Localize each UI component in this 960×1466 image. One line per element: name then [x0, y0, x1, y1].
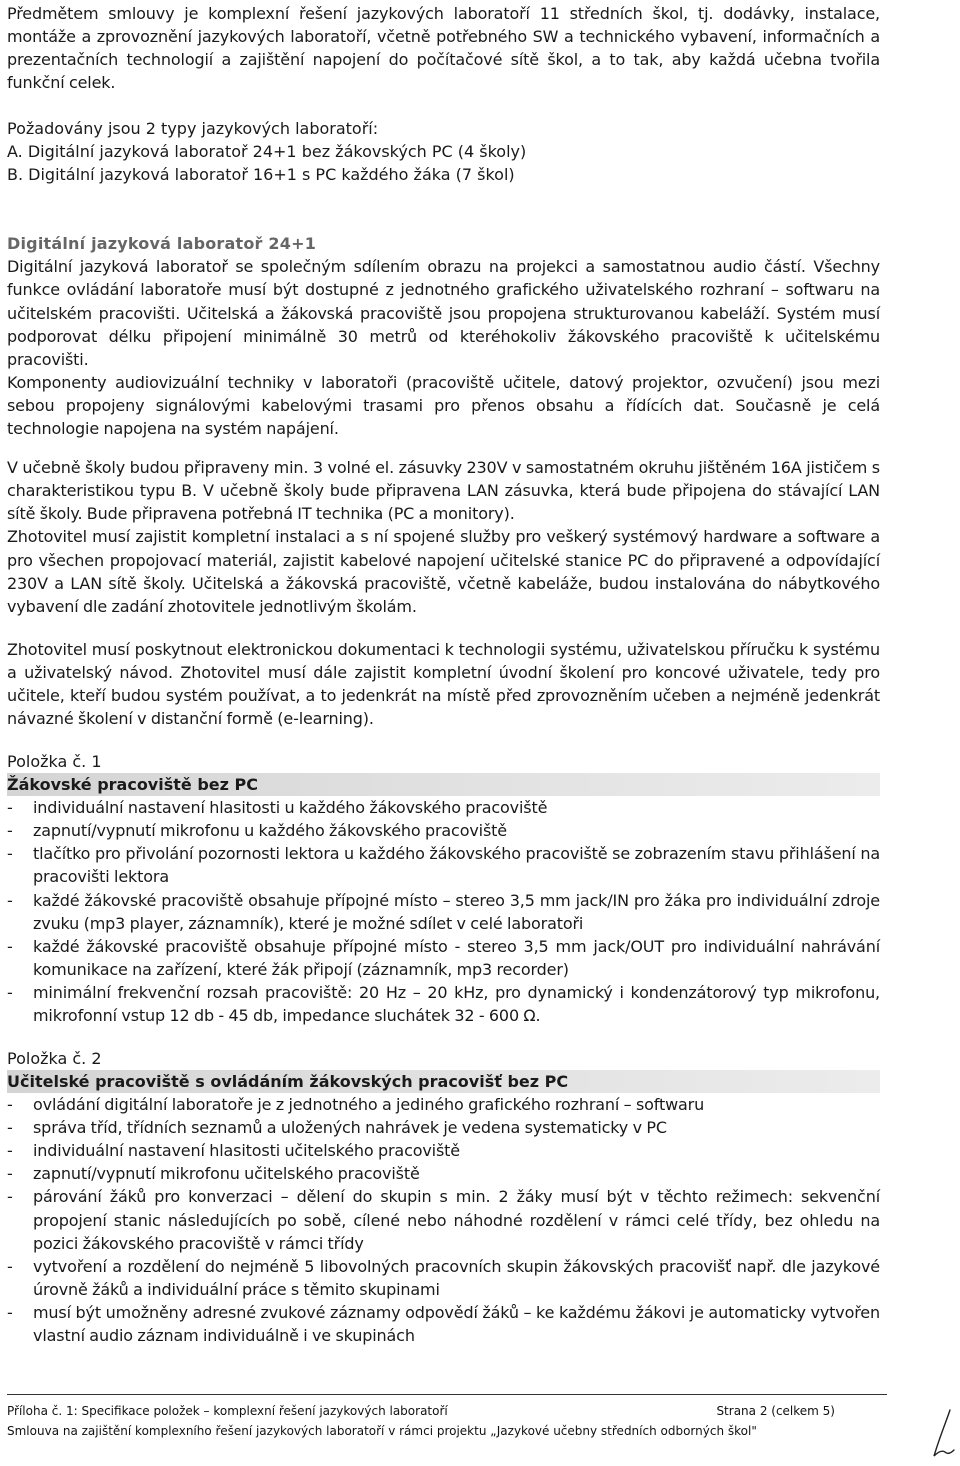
item2-label: Položka č. 2 [7, 1049, 102, 1069]
footer-page-number: Strana 2 (celkem 5) [716, 1404, 835, 1418]
handwritten-initial-signature [928, 1408, 956, 1462]
list-item: - zapnutí/vypnutí mikrofonu u každého žákovského pracoviště [7, 821, 507, 841]
list-item: - individuální nastavení hlasitosti učitelského pracoviště [7, 1141, 460, 1161]
item1-title: Žákovské pracoviště bez PC [7, 773, 880, 796]
lab-section-title: Digitální jazyková laboratoř 24+1 [7, 234, 317, 254]
footer-attachment-title: Příloha č. 1: Specifikace položek – komplexní řešení jazykových laboratoří [7, 1404, 448, 1418]
lab-paragraph-1: Digitální jazyková laboratoř se společným sdílením obrazu na projekci a samostatnou audio částí. Všechny funkce ovládání laboratoře musí být dostupné z jednotného grafického uživatelského rozhraní – softwaru na učitelském pracovišti. Učitelská a žákovská pracoviště jsou propojena strukturovanou kabeláží. Systém musí podporovat délku připojení minimálně 30 metrů od kteréhokoliv žákovského pracoviště k učitelskému pracovišti. [7, 257, 880, 369]
document-page [7, 0, 880, 1347]
lab-type-a: A. Digitální jazyková laboratoř 24+1 bez žákovských PC (4 školy) [7, 142, 527, 162]
list-item: - musí být umožněny adresné zvukové záznamy odpovědí žáků – ke každému žákovi je automaticky vytvořen vlastní audio záznam individuálně i ve skupinách [7, 1302, 880, 1346]
lab-paragraph-4: Zhotovitel musí zajistit kompletní instalaci a s ní spojené služby pro veškerý systémový hardware a software a pro všechen propojovací materiál, zajistit kabelové napojení učitelské stanice PC do připravené a odpovídající 230V a LAN sítě školy. Učitelská a žákovská pracoviště, včetně kabeláže, budou instalována do nábytkového vybavení dle zadání zhotovitele jednotlivým školám. [7, 527, 880, 616]
item1-label: Položka č. 1 [7, 752, 102, 772]
lab-type-b: B. Digitální jazyková laboratoř 16+1 s PC každého žáka (7 škol) [7, 165, 515, 185]
list-item: - každé žákovské pracoviště obsahuje přípojné místo – stereo 3,5 mm jack/IN pro žáka pro individuální zdroje zvuku (mp3 player, záznamník), které je možné sdílet v celé laboratoři [7, 890, 880, 933]
item2-title: Učitelské pracoviště s ovládáním žákovských pracovišť bez PC [7, 1070, 880, 1093]
lab-paragraph-3: V učebně školy budou připraveny min. 3 volné el. zásuvky 230V v samostatném okruhu jištěném 16A jističem s charakteristikou typu B. V učebně školy bude připravena LAN zásuvka, která bude připojena do stávající LAN sítě školy. Bude připravena potřebná IT technika (PC a monitory). [7, 458, 880, 524]
footer-contract-title: Smlouva na zajištění komplexního řešení jazykových laboratoří v rámci projektu „Jazykové učebny středních odborných škol" [7, 1424, 757, 1438]
intro-paragraph: Předmětem smlouvy je komplexní řešení jazykových laboratoří 11 středních škol, tj. dodávky, instalace, montáže a zprovoznění jazykových laboratoří, včetně potřebného SW a technického vybavení, informačních a prezentačních technologií a zajištění napojení do počítačové sítě škol, a to tak, aby každá učebna tvořila funkční celek. [7, 4, 880, 93]
list-item: - minimální frekvenční rozsah pracoviště: 20 Hz – 20 kHz, pro dynamický i kondenzátorový typ mikrofonu, mikrofonní vstup 12 db - 45 db, impedance sluchátek 32 - 600 Ω. [7, 982, 880, 1025]
lab-types-list [7, 117, 880, 186]
list-item: - individuální nastavení hlasitosti u každého žákovského pracoviště [7, 798, 548, 818]
lab-types-heading: Požadovány jsou 2 typy jazykových laboratoří: [7, 119, 379, 139]
list-item: - ovládání digitální laboratoře je z jednotného a jediného grafického rozhraní – softwaru [7, 1095, 705, 1115]
item2-list [7, 1093, 880, 1347]
list-item: - každé žákovské pracoviště obsahuje přípojné místo - stereo 3,5 mm jack/OUT pro individuální nahrávání komunikace na zařízení, které žák připojí (záznamník, mp3 recorder) [7, 936, 880, 979]
list-item: - zapnutí/vypnutí mikrofonu učitelského pracoviště [7, 1164, 420, 1184]
list-item: - tlačítko pro přivolání pozornosti lektora u každého žákovského pracoviště se zobrazením stavu přihlášení na pracovišti lektora [7, 844, 880, 887]
lab-paragraph-5: Zhotovitel musí poskytnout elektronickou dokumentaci k technologii systému, uživatelskou příručku k systému a uživatelský návod. Zhotovitel musí dále zajistit kompletní úvodní školení pro koncové uživatele, tedy pro učitele, kteří budou systém používat, a to jedenkrát na místě před zprovozněním učeben a nejméně jedenkrát návazné školení v distanční formě (e-learning). [7, 639, 880, 729]
item1-list [7, 796, 880, 1027]
list-item: - párování žáků pro konverzaci – dělení do skupin s min. 2 žáky musí být v těchto režimech: sekvenční propojení stanic následujících po sobě, cílené nebo náhodné rozdělení v rámci celé třídy, bez ohledu na pozici žákovského pracoviště v rámci třídy [7, 1187, 880, 1253]
page-footer [7, 1394, 887, 1441]
list-item: - vytvoření a rozdělení do nejméně 5 libovolných pracovních skupin žákovských pracovišť např. dle jazykové úrovně žáků a individuální práce s těmito skupinami [7, 1256, 880, 1299]
list-item: - správa tříd, třídních seznamů a uložených nahrávek je vedena systematicky v PC [7, 1118, 667, 1138]
lab-paragraph-2: Komponenty audiovizuální techniky v laboratoři (pracoviště učitele, datový projektor, ozvučení) jsou mezi sebou propojeny signálovými kabelovými trasami pro přenos obsahu a řídících dat. Současně je celá technologie napojena na systém napájení. [7, 372, 880, 439]
